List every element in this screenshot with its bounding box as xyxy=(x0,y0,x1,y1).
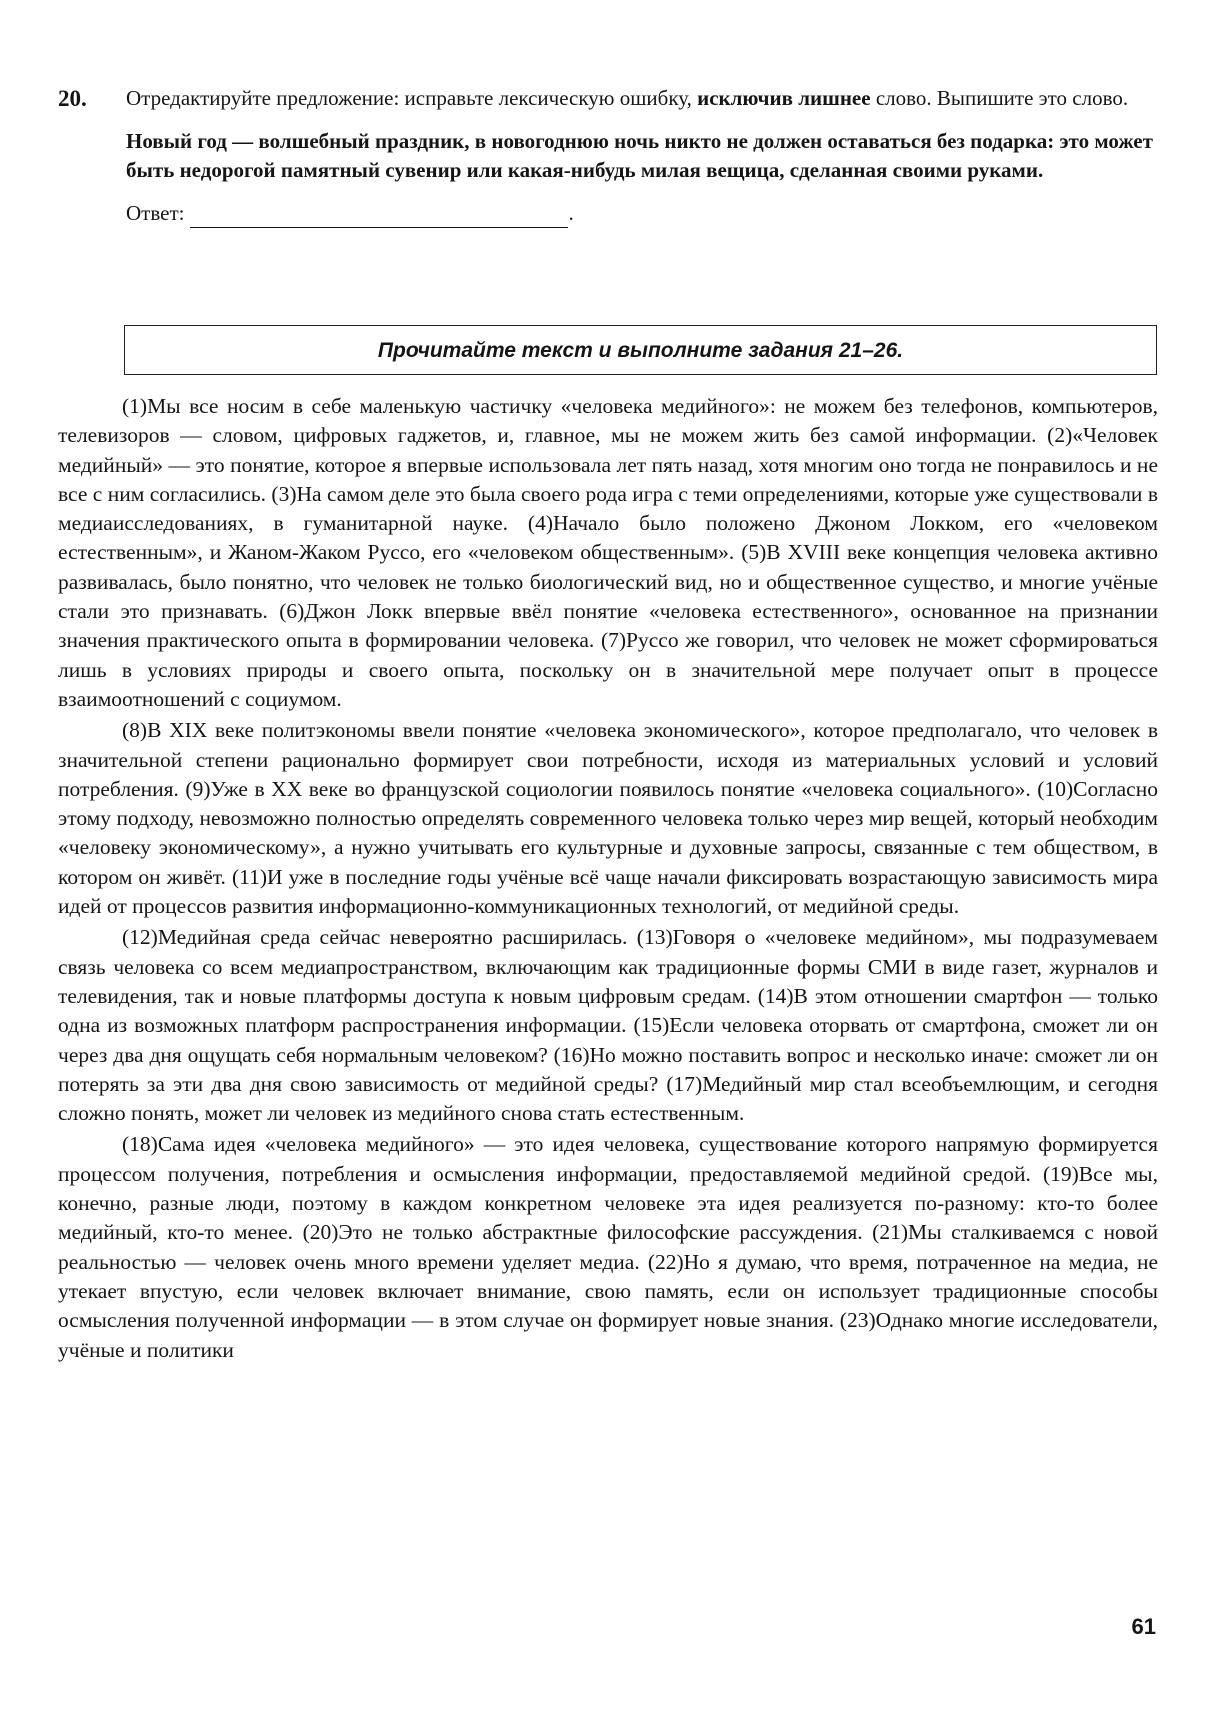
answer-end: . xyxy=(568,201,574,225)
page-number: 61 xyxy=(1131,1614,1156,1639)
task-number: 20. xyxy=(58,86,87,111)
task-body xyxy=(126,84,1158,228)
text-paragraph: (1)Мы все носим в себе маленькую частичку «человека медийного»: не можем без телефонов, компьютеров, телевизоров — словом, цифровых гаджетов, и, главное, мы не можем жить без самой информации. (2)«Человек медийный» — это понятие, которое я впервые использовала лет пять назад, хотя многим оно тогда не понравилось и не все с ним согласились. (3)На самом деле это была своего рода игра с теми определениями, которые уже существовали в медиаисследованиях, в гуманитарной науке. (4)Начало было положено Джоном Локком, его «человеком естественным», и Жаном-Жаком Руссо, его «человеком общественным». (5)В XVIII веке концепция человека активно развивалась, было понятно, что человек не только биологический вид, но и общественное существо, и многие учёные стали это признавать. (6)Джон Локк впервые ввёл понятие «человека естественного», основанное на признании значения практического опыта в формировании человека. (7)Руссо же говорил, что человек не может сформироваться лишь в условиях природы и своего опыта, поскольку он в значительной мере получает опыт в процессе взаимоотношений с социумом. xyxy=(58,394,1158,711)
answer-label: Ответ: xyxy=(126,201,185,225)
text-paragraph: (8)В XIX веке политэкономы ввели понятие «человека экономического», которое предполагало, что человек в значительной степени рационально формирует свои потребности, исходя из материальных условий и условий потребления. (9)Уже в XX веке во французской социологии появилось понятие «человека социального». (10)Согласно этому подходу, невозможно полностью определять современного человека только через мир вещей, который необходим «человеку экономическому», а нужно учитывать его культурные и духовные запросы, связанные с тем обществом, в котором он живёт. (11)И уже в последние годы учёные всё чаще начали фиксировать возрастающую зависимость мира идей от процессов развития информационно-коммуникационных технологий, от медийной среды. xyxy=(58,718,1158,919)
task-sentence: Новый год — волшебный праздник, в новогоднюю ночь никто не должен оставаться без подарка: это может быть недорогой памятный сувенир или какая-нибудь милая вещица, сделанная своими руками. xyxy=(126,129,1153,182)
task-instruction xyxy=(126,84,1158,113)
text-paragraph: (18)Сама идея «человека медийного» — это идея человека, существование которого напрямую формируется процессом получения, потребления и осмысления информации, предоставляемой медийной средой. (19)Все мы, конечно, разные люди, поэтому в каждом конкретном человеке эта идея реализуется по-разному: кто-то более медийный, кто-то менее. (20)Это не только абстрактные философские рассуждения. (21)Мы сталкиваемся с новой реальностью — человек очень много времени уделяет медиа. (22)Но я думаю, что время, потраченное на медиа, не утекает впустую, если человек включает внимание, свою память, если он использует традиционные способы осмысления полученной информации — в этом случае он формирует новые знания. (23)Однако многие исследователи, учёные и политики xyxy=(58,1132,1158,1362)
text-paragraph: (12)Медийная среда сейчас невероятно расширилась. (13)Говоря о «человеке медийном», мы подразумеваем связь человека со всем медиапространством, включающим как традиционные формы СМИ в виде газет, журналов и телевидения, так и новые платформы доступа к новым цифровым средам. (14)В этом отношении смартфон — только одна из возможных платформ распространения информации. (15)Если человека оторвать от смартфона, сможет ли он через два дня ощущать себя нормальным человеком? (16)Но можно поставить вопрос и несколько иначе: сможет ли он потерять за эти два дня свою зависимость от медийной среды? (17)Медийный мир стал всеобъемлющим, и сегодня сложно понять, может ли человек из медийного снова стать естественным. xyxy=(58,925,1158,1126)
reading-instruction-banner xyxy=(124,325,1157,375)
task-20 xyxy=(58,84,1158,228)
banner-text: Прочитайте текст и выполните задания 21–26. xyxy=(377,338,904,362)
reading-text xyxy=(58,392,1158,1367)
answer-row xyxy=(126,199,1158,228)
answer-blank-line[interactable] xyxy=(190,205,568,228)
instruction-part-2: слово. Выпишите это слово. xyxy=(870,86,1129,110)
instruction-emphasis: исключив лишнее xyxy=(697,86,871,110)
instruction-part-1: Отредактируйте предложение: исправьте лексическую ошибку, xyxy=(126,86,698,110)
